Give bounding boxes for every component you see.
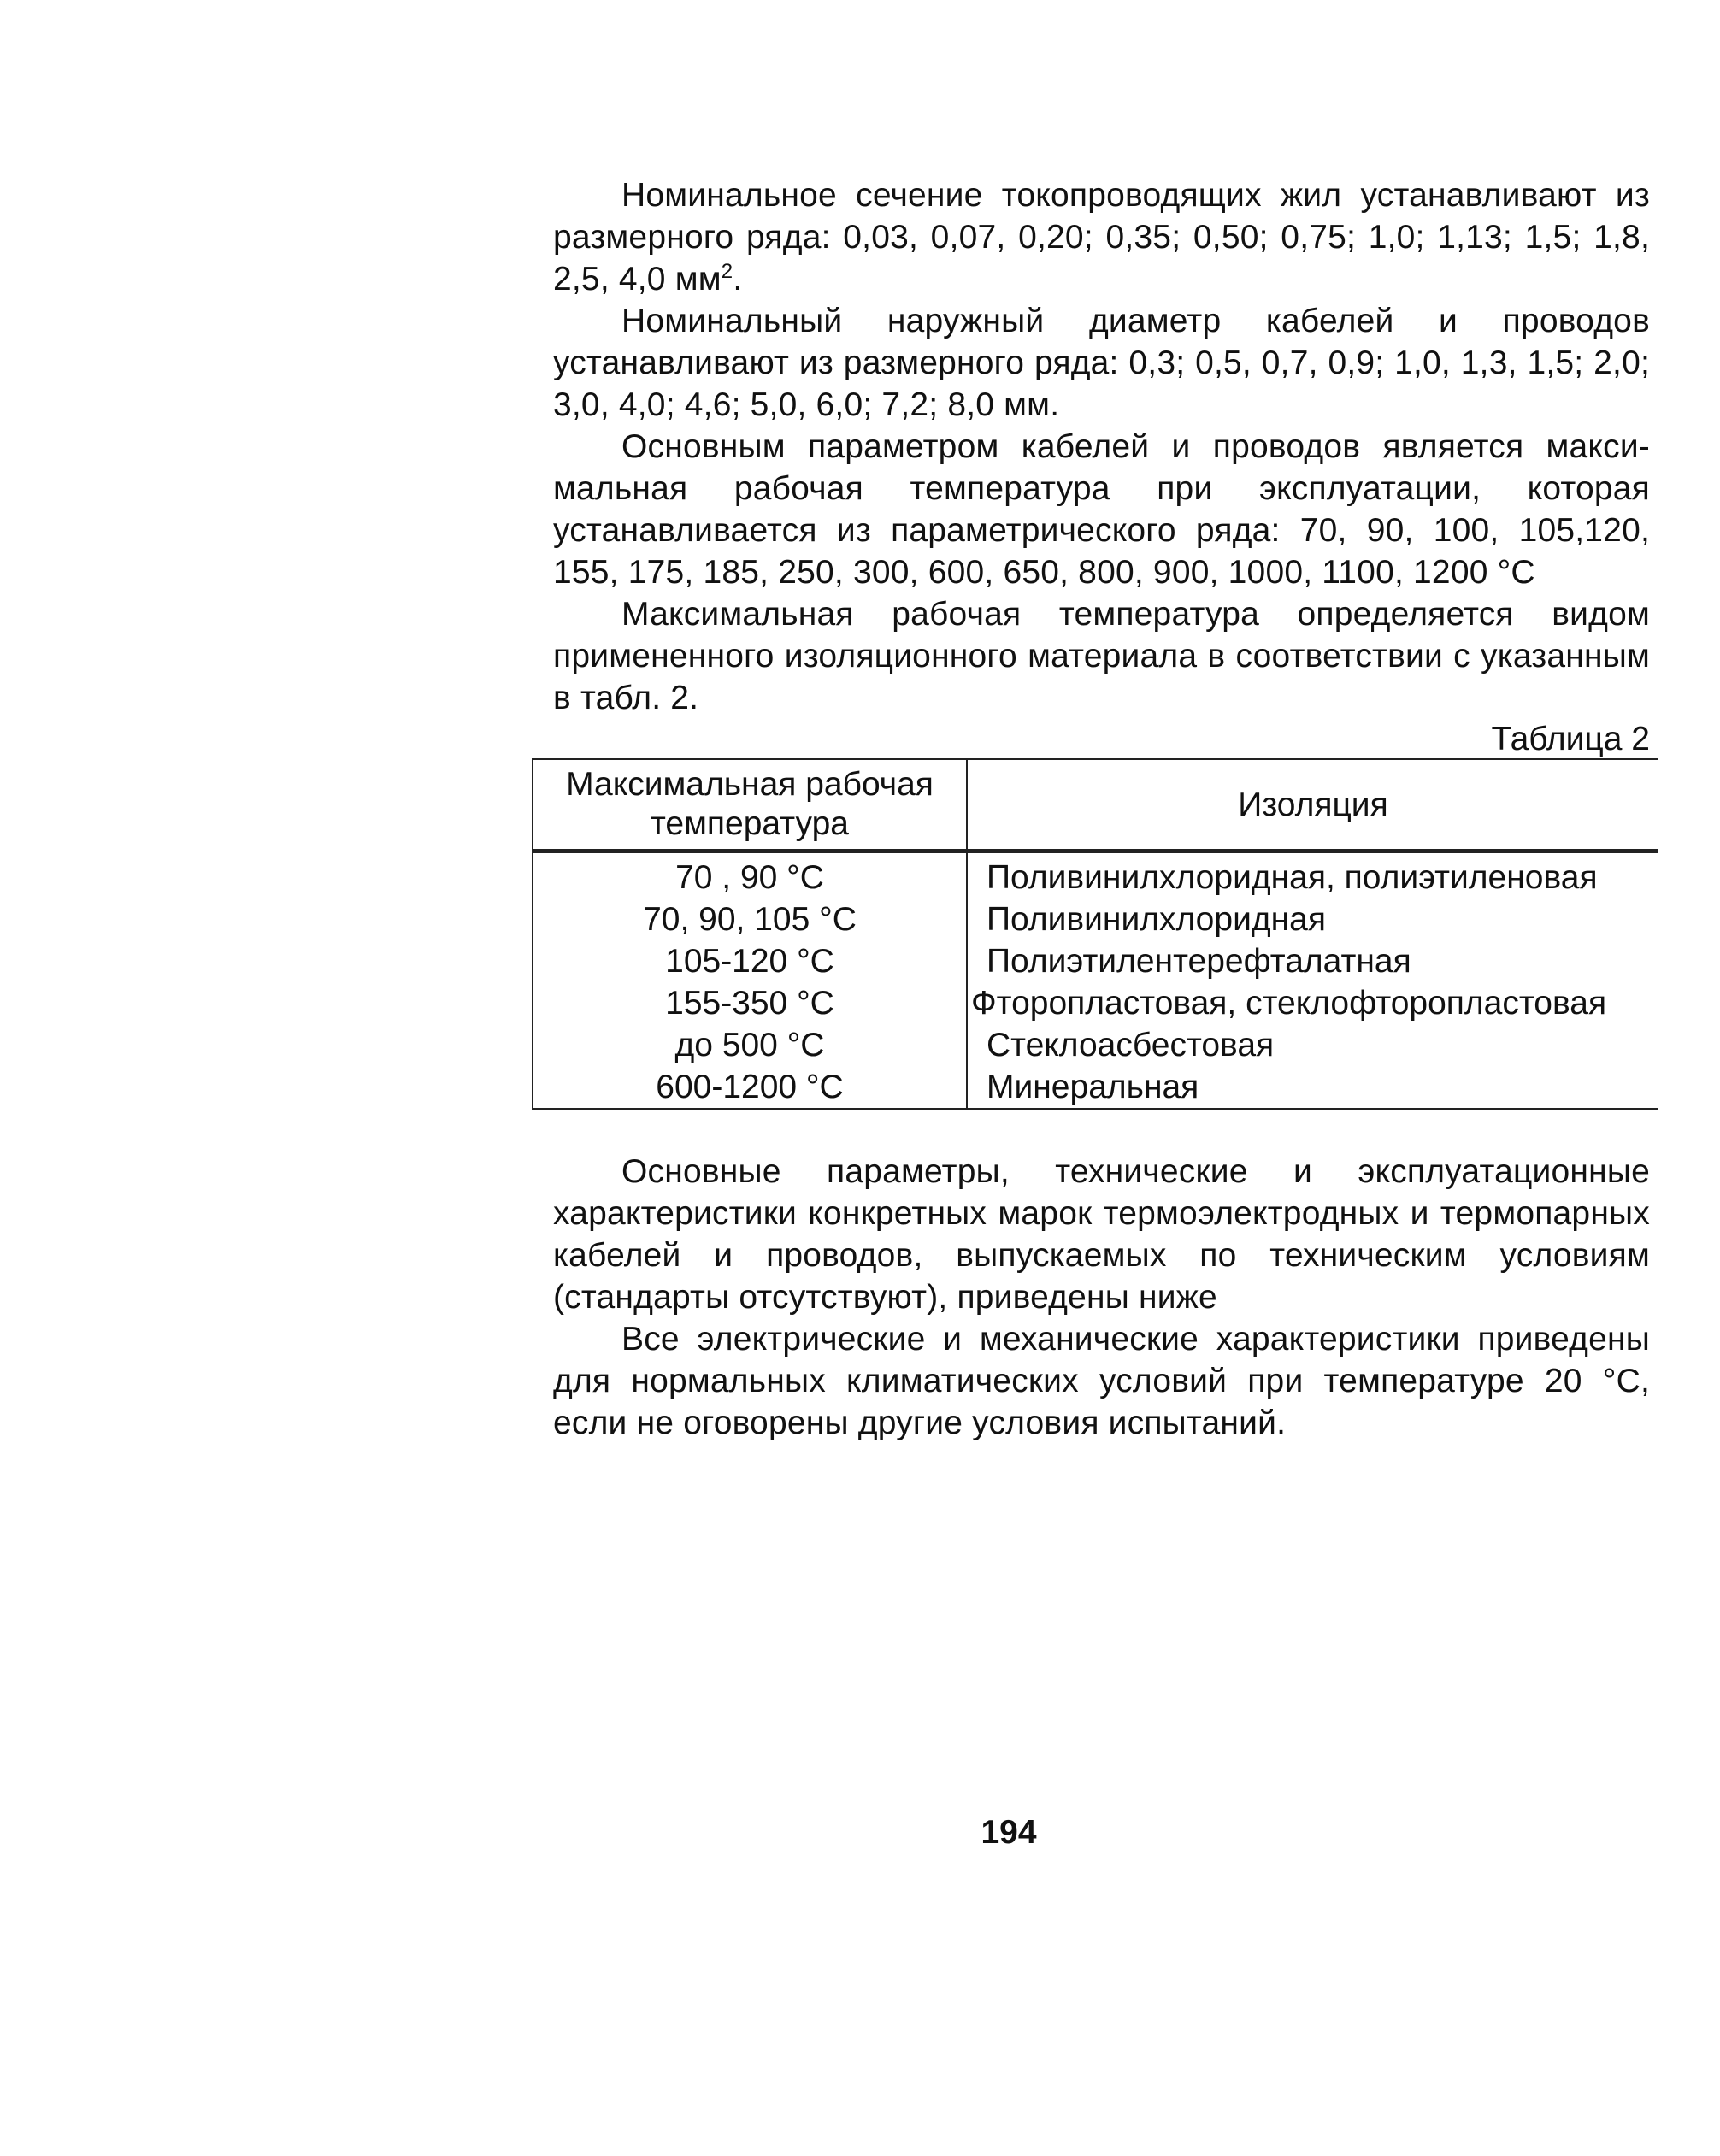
bottom-text-block	[553, 1151, 1650, 1444]
cell-insulation: Поливинилхлоридная	[987, 901, 1326, 938]
table-row	[533, 982, 1658, 1024]
paragraph-cross-section	[553, 174, 1650, 300]
cell-insulation: Стеклоасбестовая	[987, 1027, 1275, 1063]
cell-temperature: 155-350 °С	[533, 982, 967, 1024]
table-row	[533, 1024, 1658, 1066]
cell-insulation: Полиэтилентерефталатная	[987, 943, 1411, 980]
paragraph-outer-diameter: Номинальный наружный диаметр кабелей и проводов устанавливают из размерного ряда: 0,3; 0,5, 0,7, 0,9; 1,0, 1,3, 1,5; 2,0; 3,0, 4,0; 4,6; 5,0, 6,0; 7,2; 8,0 мм.	[553, 303, 1650, 423]
table-row	[533, 940, 1658, 982]
page-number: 194	[981, 1814, 1037, 1851]
table-caption: Таблица 2	[1491, 721, 1650, 757]
superscript-square: 2	[721, 260, 733, 283]
paragraph-cross-section-text: Номинальное сечение токопроводящих жил устанавливают из размерного ряда: 0,03, 0,07, 0,20; 0,35; 0,50; 0,75; 1,0; 1,13; 1,5; 1,8, 2,5, 4,0 мм	[553, 177, 1650, 297]
temperature-insulation-table	[532, 758, 1658, 1110]
paragraph-max-temperature: Основным параметром кабелей и проводов является макси-мальная рабочая температура при эксплуатации, которая устанавливается из параметрического ряда: 70, 90, 100, 105,120, 155, 175, 185, 250, 300, 600, 650, 800, 900, 1000, 1100, 1200 °С	[553, 428, 1650, 591]
table-row	[533, 851, 1658, 899]
paragraph-cross-section-tail: .	[733, 261, 743, 297]
cell-temperature: 70, 90, 105 °С	[533, 898, 967, 940]
paragraph-temperature-insulation: Максимальная рабочая температура определяется видом примененного изоляционного материала в соответствии с указанным в табл. 2.	[553, 596, 1650, 716]
cell-temperature: 105-120 °С	[533, 940, 967, 982]
cell-temperature: 600-1200 °С	[533, 1066, 967, 1109]
cell-temperature: до 500 °С	[533, 1024, 967, 1066]
top-text-block	[553, 174, 1650, 719]
cell-temperature: 70 , 90 °С	[533, 851, 967, 899]
paragraph-main-parameters: Основные параметры, технические и эксплуатационные характеристики конкретных марок термоэлектродных и термопарных кабелей и проводов, выпускаемых по техническим условиям (стандарты отсутствуют), приведены ниже	[553, 1153, 1650, 1316]
cell-insulation: Поливинилхлоридная, полиэтиленовая	[987, 859, 1598, 896]
table-row	[533, 898, 1658, 940]
cell-insulation: Минеральная	[967, 1066, 1658, 1109]
cell-insulation: Фторопластовая, стеклофторопластовая	[971, 985, 1607, 1022]
table-header-row	[533, 759, 1658, 851]
paragraph-test-conditions: Все электрические и механические характеристики приведены для нормальных климатических условий при температуре 20 °С, если не оговорены другие условия испытаний.	[553, 1321, 1650, 1441]
table-row	[533, 1066, 1658, 1109]
header-insulation: Изоляция	[967, 759, 1658, 851]
header-temperature: Максимальная рабочая температура	[533, 759, 967, 851]
